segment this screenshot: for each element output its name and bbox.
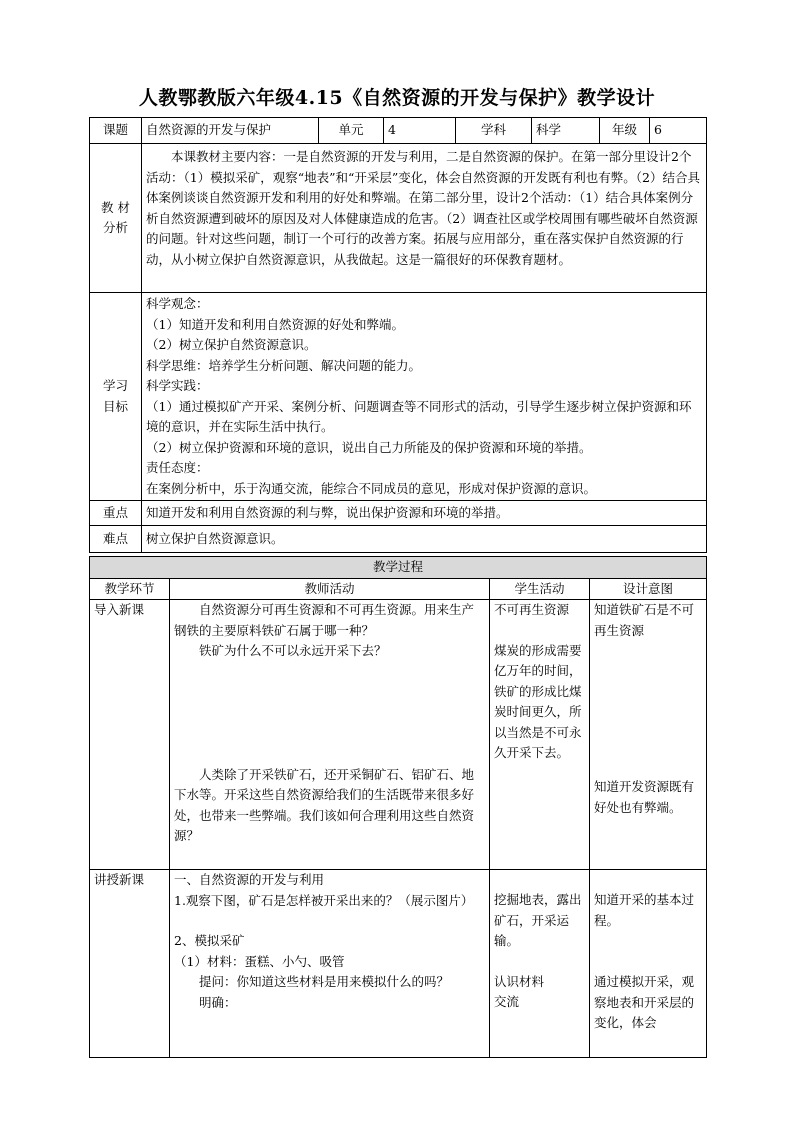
intro-student-text: 不可再生资源: [494, 602, 570, 617]
intro-row: [90, 600, 707, 870]
objective-line: （1）通过模拟矿产开采、案例分析、问题调查等不同形式的活动，引导学生逐步树立保护资源和环境的意识，并在实际生活中执行。: [146, 398, 692, 434]
analysis-text: 本课教材主要内容：一是自然资源的开发与利用，二是自然资源的保护。在第一部分里设计2个活动：（1）模拟采矿，观察“地表”和“开采层”变化，体会自然资源的开发既有利也有弊。（2）结合具体案例谈谈自然资源开发和利用的好处和弊端。在第二部分里，设计2个活动：（1）结合具体案例分析自然资源遭到破坏的原因及对人体健康造成的危害。（2）调查社区或学校周围有哪些破坏自然资源的问题。针对这些问题，制订一个可行的改善方案。拓展与应用部分，重在落实保护自然资源的行动，从小树立保护自然资源意识，从我做起。这是一篇很好的环保教育题材。: [146, 149, 700, 267]
difficulty-label: 难点: [90, 526, 142, 553]
unit-label: 单元: [319, 118, 384, 144]
objectives-row: [90, 293, 707, 501]
difficulty-row: [90, 526, 707, 553]
subject-value: 自然资源的开发与保护: [142, 118, 319, 144]
new-lesson-row: [90, 870, 707, 1058]
objectives-label-line2: 目标: [102, 398, 128, 414]
key-point-label: 重点: [90, 501, 142, 526]
objective-line: （2）树立保护资源和环境的意识，说出自己力所能及的保护资源和环境的举措。: [146, 439, 592, 455]
analysis-label-line2: 分析: [102, 220, 128, 235]
intro-intent-text: 知道开发资源既有好处也有弊端。: [594, 779, 695, 815]
objective-line: 在案例分析中，乐于沟通交流，能综合不同成员的意见，形成对保护资源的意识。: [146, 480, 597, 496]
column-header-student: 学生活动: [490, 578, 590, 600]
new-lesson-intent-cell: [590, 870, 707, 1058]
objectives-cell: [142, 293, 707, 501]
new-lesson-teacher-text: 明确：: [199, 994, 237, 1010]
analysis-label-line1: 教 材: [101, 199, 130, 215]
intro-teacher-text: 自然资源分可再生资源和不可再生资源。用来生产钢铁的主要原料铁矿石属于哪一种？: [174, 602, 475, 638]
intro-teacher-cell: [170, 600, 490, 870]
subject-label: 课题: [90, 118, 142, 144]
objective-line: 科学观念：: [146, 296, 209, 311]
objective-line: 科学实践：: [146, 378, 209, 393]
column-header-stage: 教学环节: [90, 578, 170, 600]
analysis-label: [90, 144, 142, 293]
info-table: [89, 117, 707, 553]
new-lesson-student-text: 认识材料: [494, 973, 545, 989]
new-lesson-teacher-text: 一、自然资源的开发与利用: [174, 872, 325, 887]
column-header-teacher: 教师活动: [170, 578, 490, 600]
intro-student-cell: [490, 600, 590, 870]
process-header-row: [90, 557, 707, 579]
objective-line: 责任态度：: [146, 460, 209, 475]
column-header-intent: 设计意图: [590, 578, 707, 600]
objective-line: （2）树立保护自然资源意识。: [146, 337, 317, 352]
difficulty-text: 树立保护自然资源意识。: [142, 526, 707, 553]
objective-line: （1）知道开发和利用自然资源的好处和弊端。: [146, 316, 404, 332]
new-lesson-teacher-cell: [170, 870, 490, 1058]
document-title: 人教鄂教版六年级4.15《自然资源的开发与保护》教学设计: [138, 87, 656, 109]
new-lesson-student-cell: [490, 870, 590, 1058]
objective-line: 科学思维：培养学生分析问题、解决问题的能力。: [146, 357, 422, 373]
intro-intent-text: 知道铁矿石是不可再生资源: [594, 602, 695, 638]
unit-value: 4: [384, 118, 456, 144]
info-row: [90, 118, 707, 144]
new-lesson-teacher-text: 提问：你知道这些材料是用来模拟什么的吗？: [199, 974, 450, 989]
objectives-label-line1: 学习: [102, 378, 128, 393]
key-point-row: [90, 501, 707, 526]
process-columns-row: [90, 578, 707, 600]
discipline-label: 学科: [456, 118, 532, 144]
new-lesson-teacher-text: （1）材料：蛋糕、小勺、吸管: [174, 953, 345, 969]
analysis-text-cell: [142, 144, 707, 293]
analysis-row: [90, 144, 707, 293]
intro-stage: 导入新课: [90, 600, 170, 870]
intro-teacher-text: 人类除了开采铁矿石，还开采铜矿石、铝矿石、地下水等。开采这些自然资源给我们的生活既带来很多好处，也带来一些弊端。我们该如何合理利用这些自然资源？: [174, 766, 475, 843]
new-lesson-stage: 讲授新课: [90, 870, 170, 1058]
objectives-label: [90, 293, 142, 501]
new-lesson-teacher-text: 2、模拟采矿: [174, 933, 245, 948]
process-header: 教学过程: [90, 557, 707, 579]
new-lesson-teacher-text: 1.观察下图，矿石是怎样被开采出来的？（展示图片）: [174, 892, 474, 908]
grade-value: 6: [650, 118, 707, 144]
intro-intent-cell: [590, 600, 707, 870]
intro-student-text: 煤炭的形成需要亿万年的时间，铁矿的形成比煤炭时间更久，所以当然是不可永久开采下去。: [494, 642, 582, 760]
grade-label: 年级: [600, 118, 650, 144]
process-table: [89, 556, 707, 1058]
new-lesson-student-text: 交流: [494, 994, 520, 1009]
new-lesson-intent-text: 知道开采的基本过程。: [594, 892, 695, 928]
key-point-text: 知道开发和利用自然资源的利与弊，说出保护资源和环境的举措。: [142, 501, 707, 526]
intro-teacher-text: 铁矿为什么不可以永远开采下去？: [199, 643, 387, 658]
new-lesson-intent-text: 通过模拟开采，观察地表和开采层的变化，体会: [594, 974, 695, 1030]
new-lesson-student-text: 挖掘地表，露出矿石，开采运输。: [494, 892, 582, 948]
discipline-value: 科学: [532, 118, 600, 144]
